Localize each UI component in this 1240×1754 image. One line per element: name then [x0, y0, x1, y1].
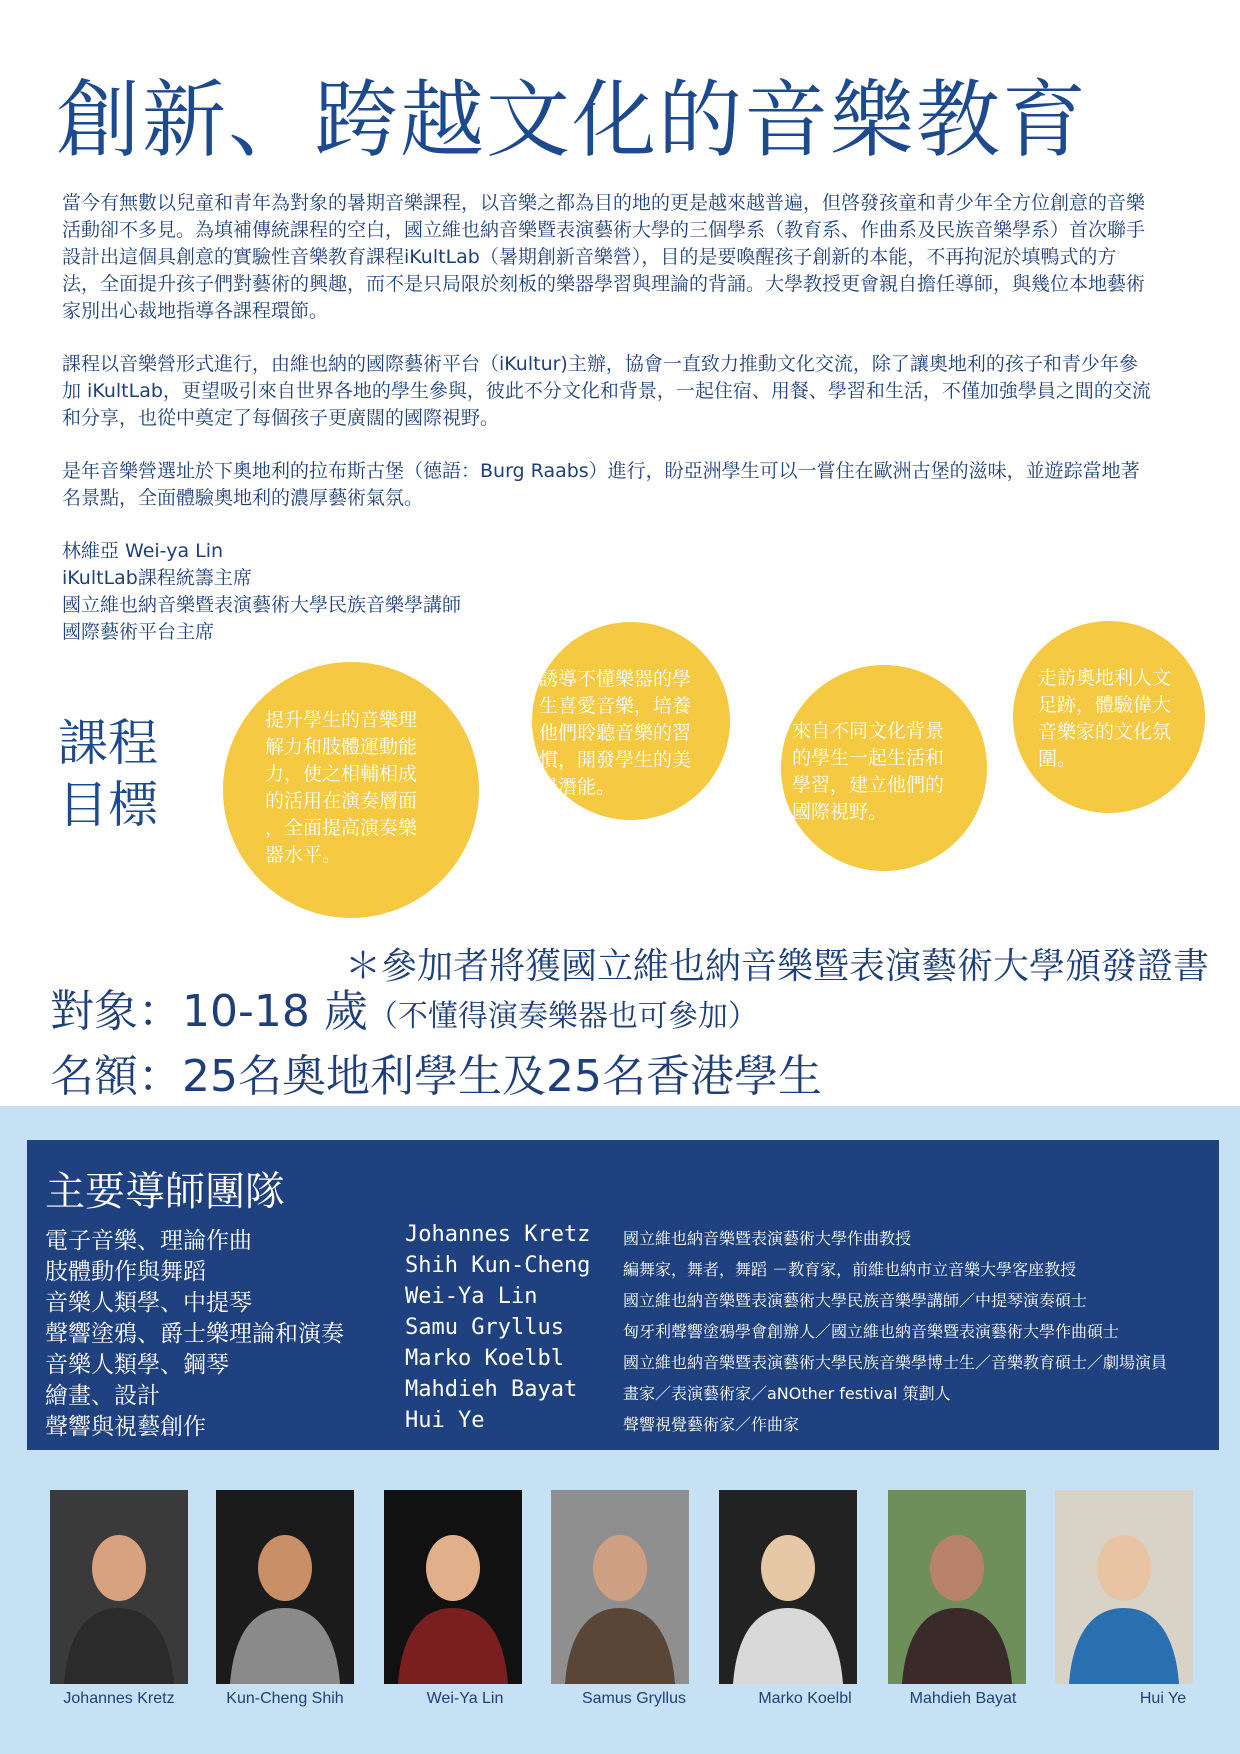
goal-circle-1	[223, 662, 479, 918]
team-field: 肢體動作與舞蹈	[45, 1259, 206, 1285]
team-row	[27, 1315, 1219, 1346]
goal-circle-2	[532, 622, 730, 820]
team-desc: 匈牙利聲響塗鴉學會創辦人／國立維也納音樂暨表演藝術大學作曲碩士	[623, 1322, 1120, 1341]
team-name: Mahdieh Bayat	[405, 1377, 578, 1402]
goal-circle-3	[781, 665, 987, 871]
team-field: 聲響塗鴉、爵士樂理論和演奏	[45, 1321, 344, 1347]
team-desc: 畫家／表演藝術家／aNOther festival 策劃人	[623, 1384, 951, 1403]
team-row	[27, 1253, 1219, 1284]
photo-caption: Kun-Cheng Shih	[226, 1690, 344, 1707]
team-name: Wei-Ya Lin	[405, 1284, 538, 1309]
page-title: 創新、跨越文化的音樂教育	[56, 71, 1089, 169]
team-name: Shih Kun-Cheng	[405, 1253, 591, 1278]
portrait-photo	[50, 1490, 188, 1684]
team-desc: 國立維也納音樂暨表演藝術大學民族音樂學講師／中提琴演奏碩士	[623, 1291, 1088, 1310]
team-row	[27, 1284, 1219, 1315]
portrait-photo	[719, 1490, 857, 1684]
figure-head	[761, 1535, 815, 1601]
team-title: 主要導師團隊	[45, 1169, 285, 1215]
team-field: 電子音樂、理論作曲	[45, 1228, 252, 1254]
team-desc: 國立維也納音樂暨表演藝術大學作曲教授	[623, 1229, 912, 1248]
figure-head	[593, 1535, 647, 1601]
photo-caption: Marko Koelbl	[758, 1690, 852, 1707]
portrait-photo	[384, 1490, 522, 1684]
team-row	[27, 1408, 1219, 1439]
team-name: Hui Ye	[405, 1408, 485, 1433]
figure-head	[930, 1535, 984, 1601]
team-field: 音樂人類學、鋼琴	[45, 1352, 229, 1378]
target-note: （不懂得演奏樂器也可參加）	[367, 999, 758, 1034]
goals-title-line-1: 課程	[58, 714, 158, 772]
signature-role-3: 國際藝術平台主席	[62, 621, 215, 643]
portrait-figure	[216, 1490, 354, 1684]
figure-head	[1097, 1535, 1151, 1601]
portrait-photo	[216, 1490, 354, 1684]
goals-title	[58, 712, 188, 836]
team-desc: 聲響視覺藝術家／作曲家	[623, 1415, 800, 1434]
goal-text-2: 誘導不懂樂器的學 生喜愛音樂，培養 他們聆聽音樂的習 慣，開發學生的美 學潛能。	[539, 668, 692, 798]
intro-paragraph-3: 是年音樂營選址於下奧地利的拉布斯古堡（德語：Burg Raabs）進行，盼亞洲學生可以一嘗住在歐洲古堡的滋味，並遊踪當地著名景點，全面體驗奧地利的濃厚藝術氣氛。	[62, 460, 1140, 509]
photo-caption: Samus Gryllus	[581, 1690, 687, 1707]
team-desc: 國立維也納音樂暨表演藝術大學民族音樂學博士生／音樂教育碩士／劇場演員	[623, 1353, 1168, 1372]
intro-paragraph-2: 課程以音樂營形式進行，由維也納的國際藝術平台（iKultur)主辦，協會一直致力推動文化交流，除了讓奧地利的孩子和青少年參加 iKultLab，更望吸引來自世界各地的學生參與，彼此不分文化和背景，一起住宿、用餐、學習和生活，不僅加強學員之間的交流和分享，也從中奠定了每個孩子更廣闊的國際視野。	[62, 353, 1151, 429]
portrait-figure	[50, 1490, 188, 1684]
target-label: 對象：10-18 歲	[50, 986, 368, 1037]
portrait-figure	[888, 1490, 1026, 1684]
figure-head	[92, 1535, 146, 1601]
signature-name: 林維亞 Wei-ya Lin	[62, 540, 224, 562]
portrait-figure	[1055, 1490, 1193, 1684]
photo-caption: Johannes Kretz	[63, 1690, 175, 1707]
portrait-photo	[1055, 1490, 1193, 1684]
goal-text-4: 走訪奧地利人文 足跡，體驗偉大 音樂家的文化氛 圍。	[1038, 667, 1172, 770]
goal-circle-4	[1013, 621, 1205, 813]
team-name: Marko Koelbl	[405, 1346, 564, 1371]
certificate-note: ＊參加者將獲國立維也納音樂暨表演藝術大學頒發證書	[345, 946, 1210, 987]
signature-role-1: iKultLab課程統籌主席	[62, 567, 252, 589]
signature-role-2: 國立維也納音樂暨表演藝術大學民族音樂學講師	[62, 594, 462, 616]
figure-head	[426, 1535, 480, 1601]
photo-caption: Mahdieh Bayat	[909, 1690, 1017, 1707]
team-field: 聲響與視藝創作	[45, 1414, 206, 1440]
portrait-figure	[719, 1490, 857, 1684]
portrait-photo	[551, 1490, 689, 1684]
goal-text-1: 提升學生的音樂理 解力和肢體運動能 力，使之相輔相成 的活用在演奏層面 ，全面提高演奏樂 器水平。	[265, 709, 418, 866]
team-name: Johannes Kretz	[405, 1222, 591, 1247]
team-field: 繪畫、設計	[45, 1383, 160, 1409]
portrait-figure	[384, 1490, 522, 1684]
intro-section	[62, 190, 1152, 646]
figure-head	[258, 1535, 312, 1601]
team-desc: 編舞家，舞者，舞蹈 －教育家，前維也納市立音樂大學客座教授	[623, 1260, 1077, 1279]
goals-title-line-2: 目標	[58, 776, 158, 834]
goal-text-3: 來自不同文化背景 的學生一起生活和 學習，建立他們的 國際視野。	[792, 720, 945, 823]
team-box	[27, 1140, 1219, 1450]
team-name: Samu Gryllus	[405, 1315, 564, 1340]
portrait-photo	[888, 1490, 1026, 1684]
intro-paragraph-1: 當今有無數以兒童和青年為對象的暑期音樂課程，以音樂之都為目的地的更是越來越普遍，但啓發孩童和青少年全方位創意的音樂活動卻不多見。為填補傳統課程的空白，國立維也納音樂暨表演藝術大學的三個學系（教育系、作曲系及民族音樂學系）首次聯手設計出這個具創意的實驗性音樂教育課程iKultLab（暑期創新音樂營），目的是要喚醒孩子創新的本能，不再拘泥於填鴨式的方法，全面提升孩子們對藝術的興趣，而不是只局限於刻板的樂器學習與理論的背誦。大學教授更會親自擔任導師，與幾位本地藝術家別出心裁地指導各課程環節。	[62, 192, 1146, 322]
team-row	[27, 1377, 1219, 1408]
photo-caption: Hui Ye	[1139, 1690, 1187, 1707]
team-row	[27, 1346, 1219, 1377]
team-field: 音樂人類學、中提琴	[45, 1290, 252, 1316]
quota: 名額：25名奧地利學生及25名香港學生	[50, 1051, 822, 1102]
photo-caption: Wei-Ya Lin	[426, 1690, 504, 1707]
team-row	[27, 1222, 1219, 1253]
portrait-figure	[551, 1490, 689, 1684]
target-age	[50, 986, 758, 1037]
